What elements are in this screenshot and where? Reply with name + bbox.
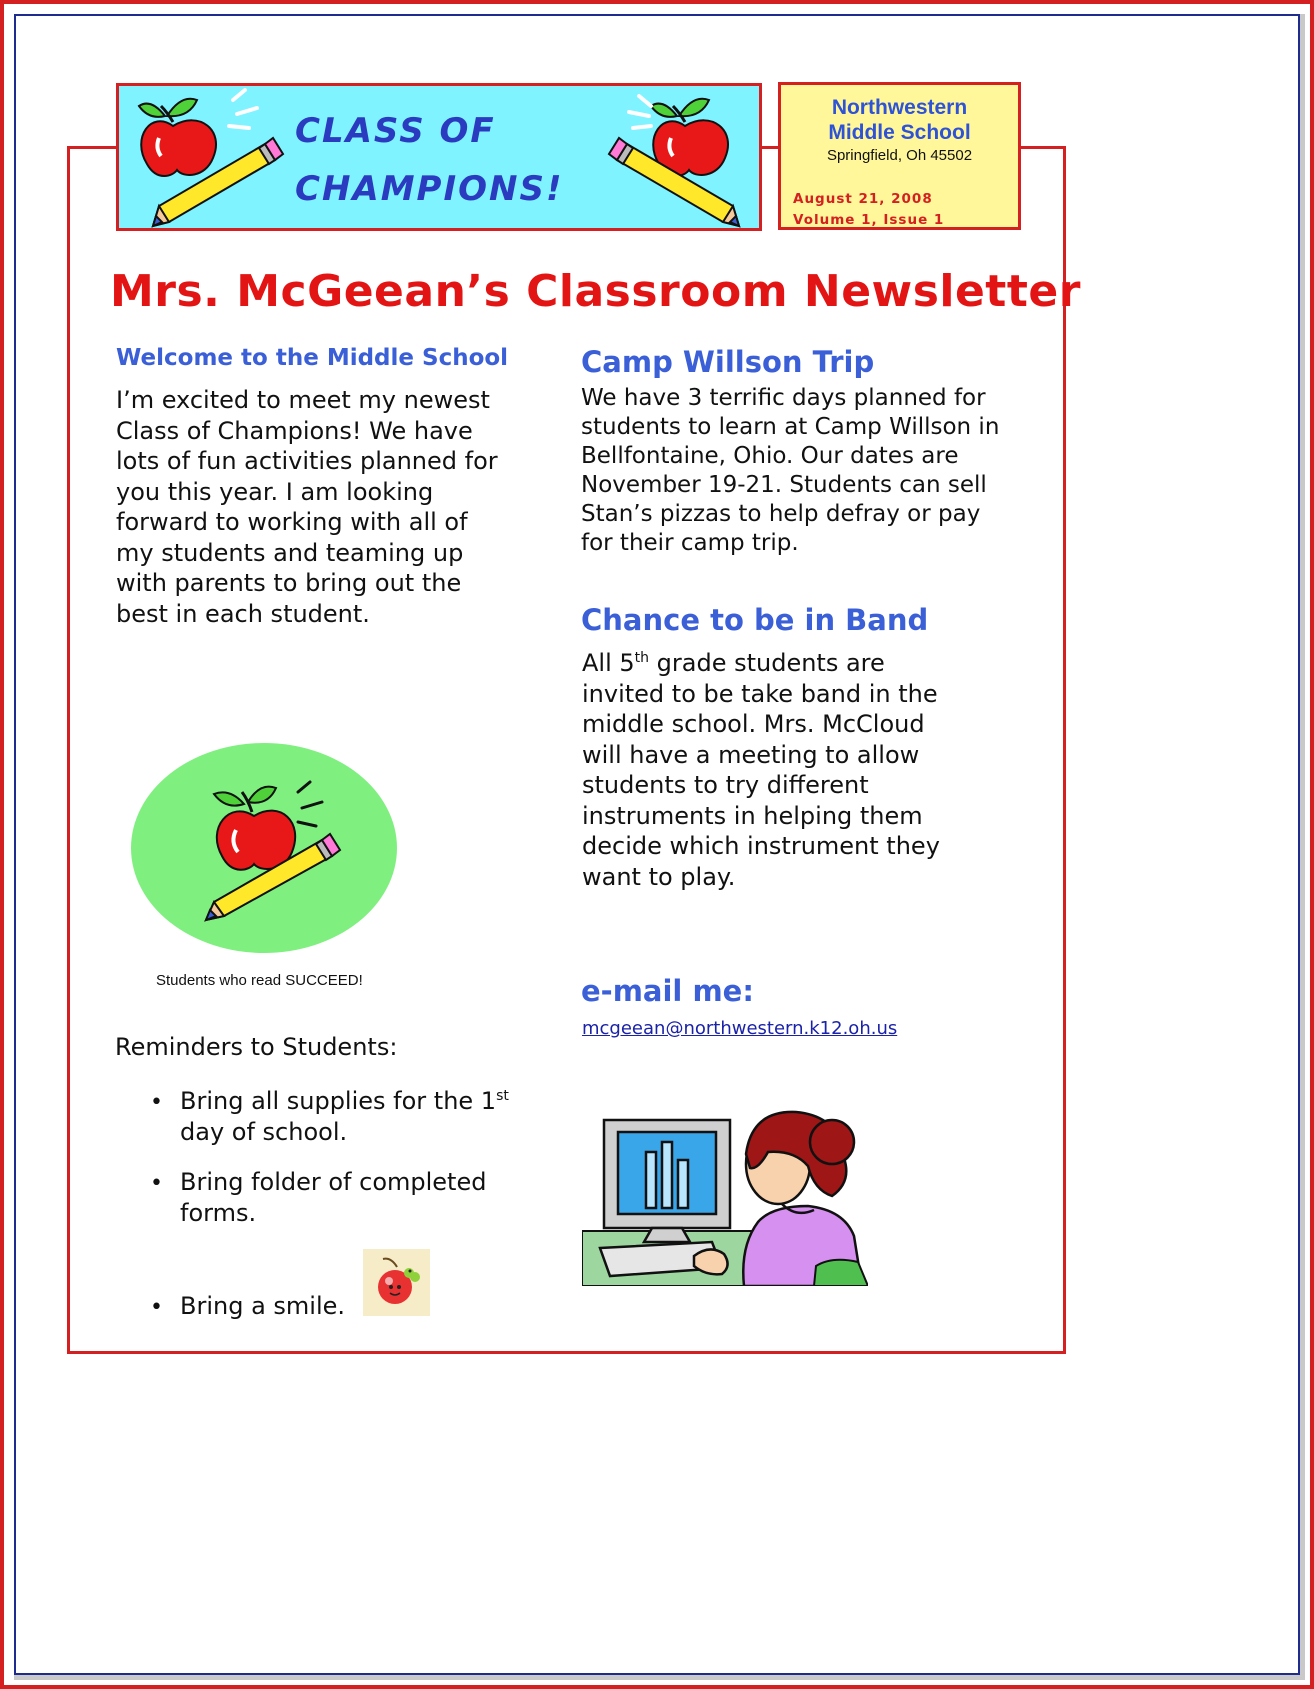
apple-pencil-icon [589,86,759,231]
apple-pencil-icon [137,86,297,231]
reminder-1-sup: st [496,1088,509,1104]
reminder-item-1 [180,1086,509,1148]
band-line: instruments in helping them [582,801,923,830]
school-name-line1: Northwestern [831,96,968,119]
apple-worm-icon [363,1249,430,1316]
reminder-item-3: Bring a smile. [180,1292,346,1320]
band-text [582,648,1022,892]
band-line: want to play. [582,862,736,891]
reminder-1-line2: day of school. [180,1118,348,1146]
camp-text [581,384,1021,558]
school-info-box [778,82,1021,230]
banner-title-line2: CHAMPIONS! [295,169,564,209]
band-line: decide which instrument they [582,832,940,860]
camp-line: students to learn at Camp Willson in [581,414,1000,440]
band-line: students to try different [582,771,869,799]
apple-pencil-clipart-icon [130,742,398,954]
camp-line: Stan’s pizzas to help defray or pay [581,501,981,527]
bullet-icon: • [150,1295,163,1320]
class-of-champions-banner [116,83,762,231]
band-line: will have a meeting to allow [582,740,920,769]
camp-heading: Camp Willson Trip [581,345,875,379]
band-line1-pre: All 5 [582,649,635,677]
banner-title-line1: CLASS OF [295,111,496,151]
reminder-2-line1: Bring folder of completed [180,1168,487,1196]
band-line: middle school. Mrs. McCloud [582,710,925,738]
school-name [781,95,1018,145]
band-line1-sup: th [634,650,650,666]
reminder-2-line2: forms. [180,1199,257,1227]
band-heading: Chance to be in Band [581,603,929,637]
welcome-line: Class of Champions! We have [116,416,473,445]
band-line: invited to be take band in the [582,679,938,708]
issue-date: August 21, 2008 [793,191,933,207]
band-line1-post: grade students are [649,649,885,677]
banner-title [295,102,575,218]
camp-line: We have 3 terrific days planned for [581,385,986,411]
issue-volume: Volume 1, Issue 1 [793,212,945,228]
email-link[interactable]: mcgeean@northwestern.k12.oh.us [582,1018,898,1039]
welcome-line: lots of fun activities planned for [116,447,498,475]
welcome-heading: Welcome to the Middle School [116,345,509,371]
reminder-item-2 [180,1167,486,1229]
welcome-line: you this year. I am looking [116,477,434,506]
welcome-line: best in each student. [116,599,370,628]
newsletter-title: Mrs. McGeean’s Classroom Newsletter [110,266,1081,317]
reminder-1-text: Bring all supplies for the 1 [180,1087,497,1115]
camp-line: November 19-21. Students can sell [581,472,987,498]
camp-line: Bellfontaine, Ohio. Our dates are [581,443,959,469]
bullet-icon: • [150,1171,163,1196]
email-heading: e-mail me: [581,974,754,1008]
welcome-line: I’m excited to meet my newest [116,386,490,414]
school-name-line2: Middle School [828,121,971,144]
image-caption: Students who read SUCCEED! [156,972,363,989]
bullet-icon: • [150,1090,163,1115]
camp-line: for their camp trip. [581,530,799,556]
welcome-text [116,385,536,629]
welcome-line: with parents to bring out the [116,569,462,597]
school-address: Springfield, Oh 45502 [826,147,973,164]
reminders-title: Reminders to Students: [115,1033,398,1061]
welcome-line: forward to working with all of [116,508,468,536]
welcome-line: my students and teaming up [116,538,464,567]
computer-user-icon [582,1106,868,1286]
